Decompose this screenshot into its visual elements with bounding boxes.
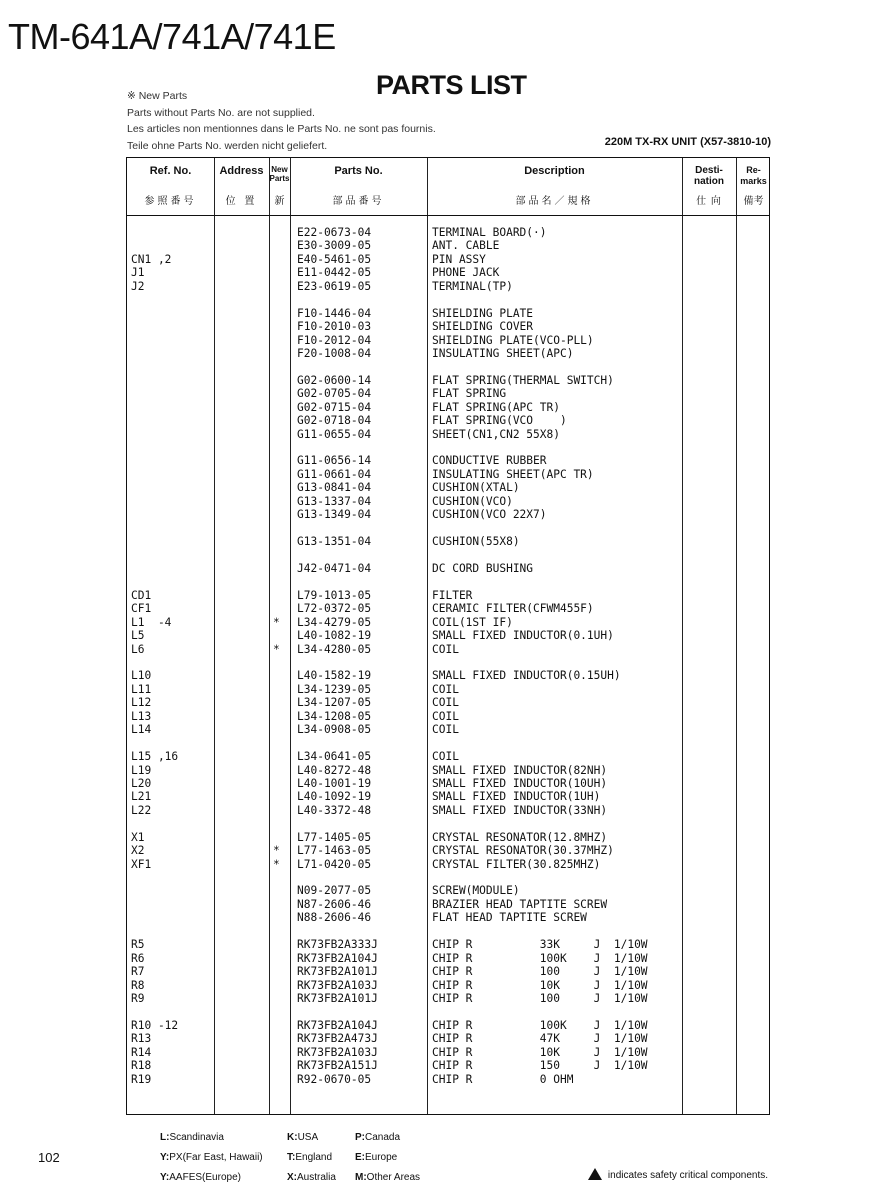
parts-no-cell: N09-2077-05 (297, 884, 372, 898)
parts-no-cell: RK73FB2A104J (297, 1018, 378, 1032)
description-cell: SMALL FIXED INDUCTOR(82NH) (432, 763, 608, 777)
description-cell: SMALL FIXED INDUCTOR(0.15UH) (432, 669, 621, 683)
legend-col-3 (355, 1128, 420, 1188)
ref-cell: L22 (131, 803, 152, 817)
ref-cell: J2 (131, 279, 145, 293)
header-remarks-jp: 備考 (743, 196, 764, 207)
ref-cell: R18 (131, 1059, 152, 1073)
parts-no-cell: L40-1082-19 (297, 629, 372, 643)
table-row (127, 884, 769, 897)
parts-no-cell: E40-5461-05 (297, 252, 372, 266)
description-cell: TERMINAL(TP) (432, 279, 513, 293)
table-row (127, 696, 769, 709)
table-row (127, 844, 769, 857)
parts-no-cell: N88-2606-46 (297, 911, 372, 925)
description-cell: CHIP R 47K J 1/10W (432, 1032, 648, 1046)
ref-cell: R19 (131, 1072, 152, 1086)
parts-no-cell: RK73FB2A104J (297, 951, 378, 965)
description-cell: COIL (432, 750, 459, 764)
ref-cell: CN1 ,2 (131, 252, 172, 266)
table-row (127, 280, 769, 293)
legend-item: T:England (287, 1152, 333, 1163)
parts-no-cell: E30-3009-05 (297, 239, 372, 253)
parts-no-cell: G02-0718-04 (297, 414, 372, 428)
ref-cell: CF1 (131, 602, 152, 616)
description-cell: FILTER (432, 588, 473, 602)
warning-triangle-icon (588, 1168, 602, 1180)
parts-no-cell: L40-1582-19 (297, 669, 372, 683)
table-row (127, 911, 769, 924)
ref-cell: J1 (131, 266, 145, 280)
table-row (127, 710, 769, 723)
parts-no-cell: L40-1001-19 (297, 776, 372, 790)
table-row (127, 804, 769, 817)
description-cell: CRYSTAL RESONATOR(12.8MHZ) (432, 830, 608, 844)
parts-no-cell: G13-1337-04 (297, 494, 372, 508)
table-row (127, 454, 769, 467)
table-row (127, 992, 769, 1005)
description-cell: CHIP R 100K J 1/10W (432, 1018, 648, 1032)
ref-cell: X1 (131, 830, 145, 844)
description-cell: FLAT SPRING(APC TR) (432, 400, 560, 414)
description-cell: CHIP R 10K J 1/10W (432, 978, 648, 992)
table-row (127, 750, 769, 763)
parts-no-cell: R92-0670-05 (297, 1072, 372, 1086)
parts-no-cell: F10-2012-04 (297, 333, 372, 347)
table-row (127, 629, 769, 642)
ref-cell: L20 (131, 776, 152, 790)
table-row (127, 723, 769, 736)
parts-no-cell: G02-0705-04 (297, 387, 372, 401)
description-cell: COIL (432, 696, 459, 710)
header-ref: Ref. No. (149, 165, 192, 177)
description-cell: COIL(1ST IF) (432, 615, 513, 629)
ref-cell: L6 (131, 642, 145, 656)
description-cell: CUSHION(55X8) (432, 535, 520, 549)
header-address: Address (219, 165, 264, 177)
parts-no-cell: F20-1008-04 (297, 346, 372, 360)
parts-no-cell: L71-0420-05 (297, 857, 372, 871)
description-cell: FLAT HEAD TAPTITE SCREW (432, 911, 587, 925)
parts-no-cell: E11-0442-05 (297, 266, 372, 280)
header-parts-no-jp: 部品番号 (332, 196, 385, 207)
description-cell: SHEET(CN1,CN2 55X8) (432, 427, 560, 441)
ref-cell: R10 -12 (131, 1018, 179, 1032)
table-row (127, 683, 769, 696)
description-cell: CERAMIC FILTER(CFWM455F) (432, 602, 594, 616)
table-row (127, 898, 769, 911)
table-header (127, 158, 769, 216)
description-cell: BRAZIER HEAD TAPTITE SCREW (432, 897, 608, 911)
parts-no-cell: G11-0655-04 (297, 427, 372, 441)
ref-cell: R14 (131, 1045, 152, 1059)
ref-cell: L21 (131, 790, 152, 804)
description-cell: CHIP R 100 J 1/10W (432, 965, 648, 979)
legend-item: Y:AAFES(Europe) (160, 1172, 241, 1183)
description-cell: SHIELDING COVER (432, 320, 534, 334)
table-row (127, 1046, 769, 1059)
table-row (127, 481, 769, 494)
description-cell: CHIP R 33K J 1/10W (432, 938, 648, 952)
note-french: Les articles non mentionnes dans le Parts No. ne sont pas fournis. (127, 123, 436, 135)
description-cell: CRYSTAL RESONATOR(30.37MHZ) (432, 844, 614, 858)
parts-no-cell: L34-0908-05 (297, 723, 372, 737)
table-row (127, 602, 769, 615)
description-cell: COIL (432, 642, 459, 656)
table-row (127, 414, 769, 427)
table-row (127, 535, 769, 548)
table-row (127, 1059, 769, 1072)
header-new-jp: 新 (274, 196, 285, 207)
header-parts-no: Parts No. (334, 165, 383, 177)
table-row (127, 387, 769, 400)
ref-cell: L19 (131, 763, 152, 777)
header-ref-jp: 参照番号 (144, 196, 197, 207)
parts-no-cell: G11-0656-14 (297, 454, 372, 468)
description-cell: COIL (432, 709, 459, 723)
parts-no-cell: L77-1463-05 (297, 844, 372, 858)
legend-item: P:Canada (355, 1132, 401, 1143)
table-row (127, 468, 769, 481)
ref-cell: L12 (131, 696, 152, 710)
description-cell: SMALL FIXED INDUCTOR(10UH) (432, 776, 608, 790)
notes (127, 88, 436, 154)
new-mark: * (273, 642, 280, 656)
parts-no-cell: L79-1013-05 (297, 588, 372, 602)
parts-no-cell: G02-0600-14 (297, 373, 372, 387)
note-new-parts: ※ New Parts (127, 90, 188, 102)
parts-no-cell: G13-1351-04 (297, 535, 372, 549)
table-row (127, 495, 769, 508)
table-row (127, 938, 769, 951)
parts-no-cell: G13-0841-04 (297, 481, 372, 495)
parts-no-cell: RK73FB2A333J (297, 938, 378, 952)
parts-no-cell: L34-4279-05 (297, 615, 372, 629)
table-row (127, 347, 769, 360)
description-cell: COIL (432, 682, 459, 696)
table-row (127, 401, 769, 414)
parts-no-cell: RK73FB2A101J (297, 991, 378, 1005)
parts-no-cell: L40-1092-19 (297, 790, 372, 804)
description-cell: CHIP R 150 J 1/10W (432, 1059, 648, 1073)
parts-no-cell: L72-0372-05 (297, 602, 372, 616)
description-cell: COIL (432, 723, 459, 737)
table-row (127, 589, 769, 602)
parts-no-cell: N87-2606-46 (297, 897, 372, 911)
new-mark: * (273, 857, 280, 871)
ref-cell: R6 (131, 951, 145, 965)
legend-item: X:Australia (287, 1172, 336, 1183)
parts-no-cell: E22-0673-04 (297, 226, 372, 239)
parts-no-cell: J42-0471-04 (297, 561, 372, 575)
description-cell: CHIP R 100 J 1/10W (432, 991, 648, 1005)
table-row (127, 334, 769, 347)
legend-item: M:Other Areas (355, 1172, 421, 1183)
ref-cell: R13 (131, 1032, 152, 1046)
table-row (127, 965, 769, 978)
table-row (127, 952, 769, 965)
table-row (127, 226, 769, 239)
legend-item: E:Europe (355, 1152, 398, 1163)
new-mark: * (273, 844, 280, 858)
ref-cell: L15 ,16 (131, 750, 179, 764)
note-german: Teile ohne Parts No. werden nicht geliefert. (127, 139, 328, 152)
note-english: Parts without Parts No. are not supplied. (127, 106, 315, 119)
parts-no-cell: RK73FB2A473J (297, 1032, 378, 1046)
table-row (127, 777, 769, 790)
table-row (127, 508, 769, 521)
parts-no-cell: RK73FB2A101J (297, 965, 378, 979)
description-cell: PHONE JACK (432, 266, 500, 280)
ref-cell: R9 (131, 991, 145, 1005)
parts-no-cell: F10-2010-03 (297, 320, 372, 334)
description-cell: CONDUCTIVE RUBBER (432, 454, 547, 468)
table-row (127, 428, 769, 441)
parts-no-cell: L34-0641-05 (297, 750, 372, 764)
table-row (127, 858, 769, 871)
table-row (127, 979, 769, 992)
ref-cell: CD1 (131, 588, 152, 602)
table-row (127, 669, 769, 682)
description-cell: SMALL FIXED INDUCTOR(33NH) (432, 803, 608, 817)
ref-cell: XF1 (131, 857, 152, 871)
page-number: 102 (38, 1150, 60, 1165)
model-title: TM-641A/741A/741E (8, 16, 336, 57)
ref-cell: L5 (131, 629, 145, 643)
legend-item: L:Scandinavia (160, 1132, 224, 1143)
parts-no-cell: L34-1207-05 (297, 696, 372, 710)
header-destination-jp: 仕 向 (696, 196, 722, 207)
table-row (127, 253, 769, 266)
table-row (127, 562, 769, 575)
new-mark: * (273, 615, 280, 629)
description-cell: CHIP R 0 OHM (432, 1072, 574, 1086)
header-description-jp: 部品名／規格 (515, 196, 594, 207)
description-cell: CUSHION(XTAL) (432, 481, 520, 495)
legend-item: Y:PX(Far East, Hawaii) (160, 1152, 263, 1163)
parts-no-cell: L40-8272-48 (297, 763, 372, 777)
table-row (127, 374, 769, 387)
table-row (127, 239, 769, 252)
ref-cell: L10 (131, 669, 152, 683)
ref-cell: L1 -4 (131, 615, 172, 629)
ref-cell: R5 (131, 938, 145, 952)
description-cell: SMALL FIXED INDUCTOR(0.1UH) (432, 629, 614, 643)
parts-no-cell: F10-1446-04 (297, 306, 372, 320)
parts-no-cell: G02-0715-04 (297, 400, 372, 414)
description-cell: SCREW(MODULE) (432, 884, 520, 898)
ref-cell: R8 (131, 978, 145, 992)
parts-table (126, 157, 770, 1115)
description-cell: TERMINAL BOARD(·) (432, 226, 547, 239)
parts-no-cell: RK73FB2A103J (297, 978, 378, 992)
table-row (127, 320, 769, 333)
ref-cell: R7 (131, 965, 145, 979)
parts-no-cell: L77-1405-05 (297, 830, 372, 844)
parts-no-cell: G13-1349-04 (297, 508, 372, 522)
ref-cell: L11 (131, 682, 152, 696)
description-cell: CUSHION(VCO 22X7) (432, 508, 547, 522)
header-destination: Desti- nation (694, 165, 724, 187)
legend-col-1 (160, 1128, 263, 1188)
header-remarks: Re- marks (740, 165, 767, 186)
description-cell: CRYSTAL FILTER(30.825MHZ) (432, 857, 601, 871)
table-row (127, 266, 769, 279)
header-new: New Parts (269, 165, 290, 183)
description-cell: FLAT SPRING(THERMAL SWITCH) (432, 373, 614, 387)
parts-no-cell: L34-1239-05 (297, 682, 372, 696)
parts-no-cell: RK73FB2A151J (297, 1059, 378, 1073)
description-cell: SHIELDING PLATE(VCO-PLL) (432, 333, 594, 347)
description-cell: CHIP R 100K J 1/10W (432, 951, 648, 965)
legend-item: K:USA (287, 1132, 319, 1143)
description-cell: INSULATING SHEET(APC) (432, 346, 574, 360)
description-cell: INSULATING SHEET(APC TR) (432, 467, 594, 481)
parts-no-cell: G11-0661-04 (297, 467, 372, 481)
legend-col-2 (287, 1128, 336, 1188)
table-row (127, 764, 769, 777)
header-description: Description (524, 165, 585, 177)
table-row (127, 616, 769, 629)
description-cell: PIN ASSY (432, 252, 486, 266)
parts-no-cell: L34-1208-05 (297, 709, 372, 723)
table-row (127, 1073, 769, 1086)
description-cell: CHIP R 10K J 1/10W (432, 1045, 648, 1059)
ref-cell: X2 (131, 844, 145, 858)
table-body (127, 226, 769, 1086)
parts-no-cell: E23-0619-05 (297, 279, 372, 293)
unit-title: 220M TX-RX UNIT (X57-3810-10) (604, 136, 771, 148)
parts-no-cell: L34-4280-05 (297, 642, 372, 656)
description-cell: DC CORD BUSHING (432, 561, 534, 575)
description-cell: SMALL FIXED INDUCTOR(1UH) (432, 790, 601, 804)
table-row (127, 1032, 769, 1045)
description-cell: ANT. CABLE (432, 239, 500, 253)
parts-no-cell: L40-3372-48 (297, 803, 372, 817)
ref-cell: L13 (131, 709, 152, 723)
description-cell: FLAT SPRING (432, 387, 507, 401)
page-title: PARTS LIST (376, 70, 527, 100)
parts-no-cell: RK73FB2A103J (297, 1045, 378, 1059)
table-row (127, 790, 769, 803)
description-cell: CUSHION(VCO) (432, 494, 513, 508)
table-row (127, 1019, 769, 1032)
table-row (127, 643, 769, 656)
table-row (127, 307, 769, 320)
description-cell: SHIELDING PLATE (432, 306, 534, 320)
header-address-jp: 位 置 (225, 196, 258, 207)
safety-note: indicates safety critical components. (588, 1168, 768, 1181)
description-cell: FLAT SPRING(VCO ) (432, 414, 567, 428)
ref-cell: L14 (131, 723, 152, 737)
table-row (127, 831, 769, 844)
